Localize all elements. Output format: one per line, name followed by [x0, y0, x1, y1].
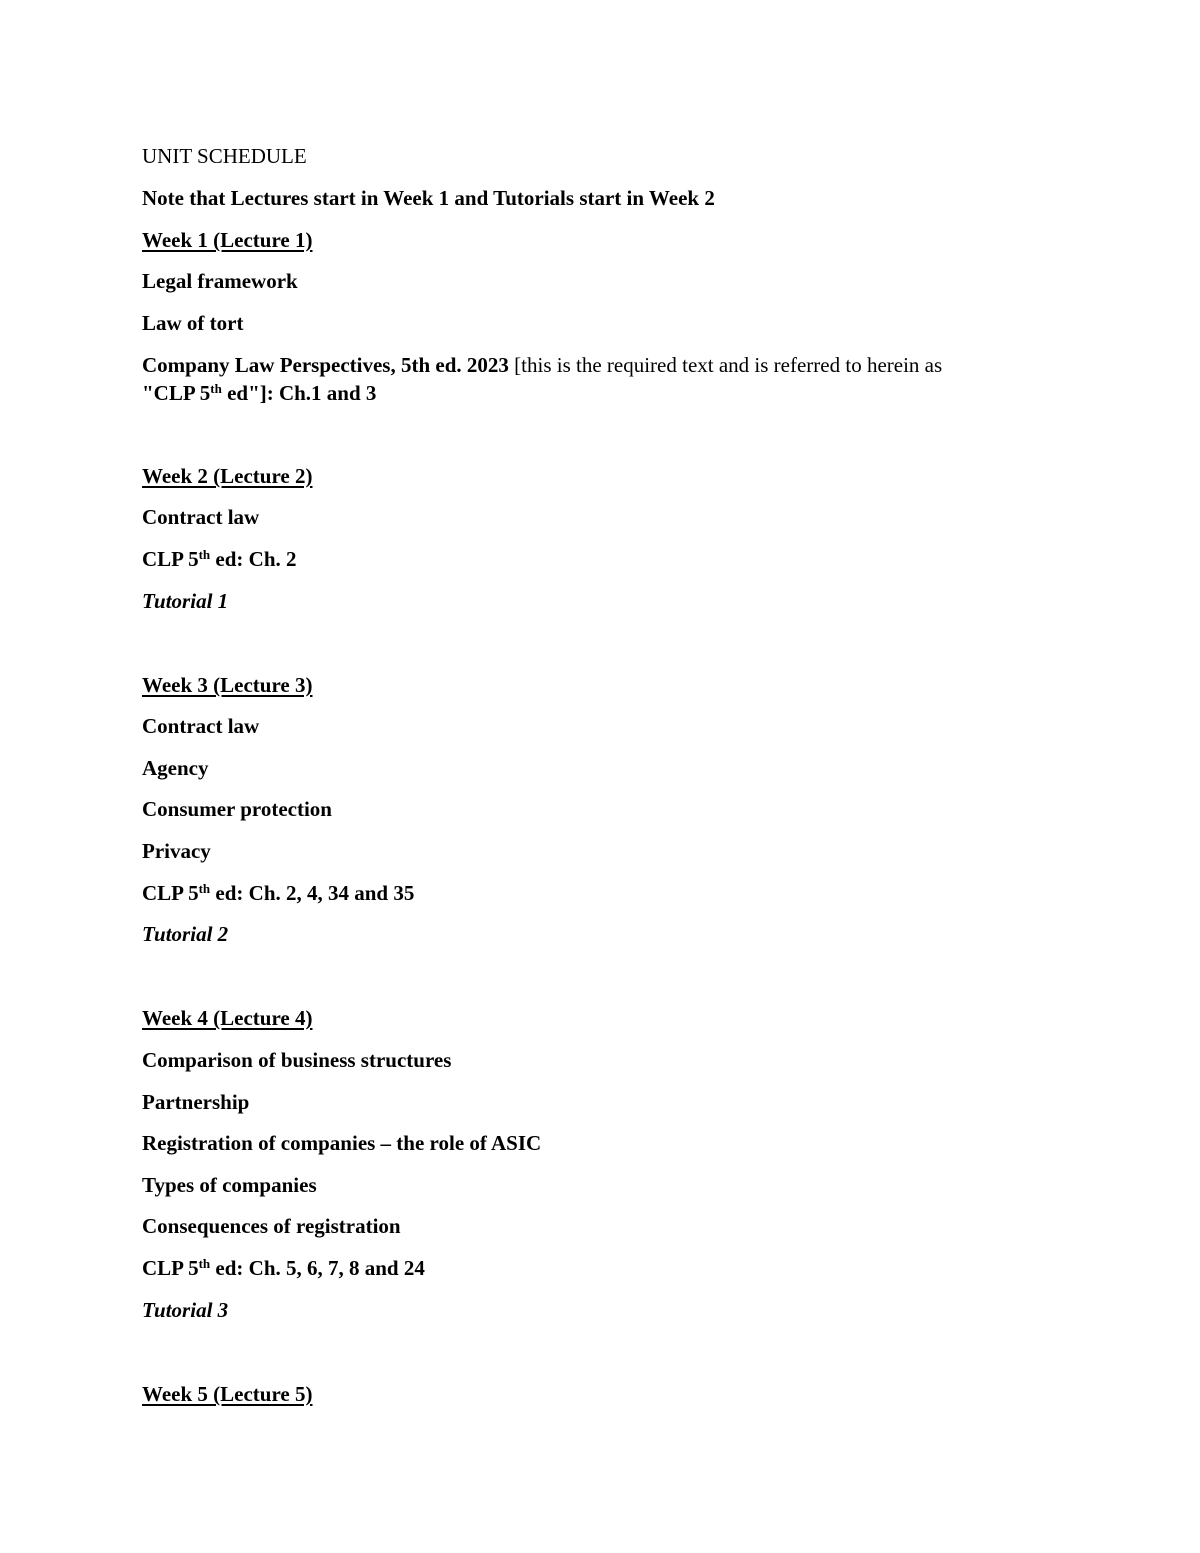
- week-3-topic: Consumer protection: [142, 797, 332, 821]
- week-3-topic: Agency: [142, 756, 209, 780]
- week-3-tutorial: Tutorial 2: [142, 922, 229, 946]
- required-text-note: [this is the required text and is referred to herein as: [508, 353, 943, 377]
- schedule-note: Note that Lectures start in Week 1 and Tutorials start in Week 2: [142, 186, 715, 210]
- week-4-topic: Registration of companies – the role of ASIC: [142, 1131, 542, 1155]
- week-1-topic: Law of tort: [142, 311, 244, 335]
- week-4-topic: Consequences of registration: [142, 1214, 401, 1238]
- week-2-heading: Week 2 (Lecture 2): [142, 464, 313, 488]
- required-text-title: Company Law Perspectives, 5th ed. 2023: [142, 353, 509, 377]
- week-2-tutorial: Tutorial 1: [142, 589, 229, 613]
- week-1-reading-line: [142, 353, 942, 377]
- week-3-heading: Week 3 (Lecture 3): [142, 673, 313, 697]
- week-2-reading: CLP 5th ed: Ch. 2: [142, 547, 297, 571]
- week-3-reading: CLP 5th ed: Ch. 2, 4, 34 and 35: [142, 881, 415, 905]
- week-4-heading: Week 4 (Lecture 4): [142, 1006, 313, 1030]
- week-1-reading-line-2: "CLP 5th ed"]: Ch.1 and 3: [142, 381, 377, 405]
- week-1-heading: Week 1 (Lecture 1): [142, 228, 313, 252]
- week-5-heading: Week 5 (Lecture 5): [142, 1382, 313, 1406]
- week-1-topic: Legal framework: [142, 269, 298, 293]
- week-4-topic: Comparison of business structures: [142, 1048, 452, 1072]
- page-title: UNIT SCHEDULE: [142, 144, 307, 168]
- week-3-topic: Privacy: [142, 839, 211, 863]
- week-3-topic: Contract law: [142, 714, 260, 738]
- week-4-reading: CLP 5th ed: Ch. 5, 6, 7, 8 and 24: [142, 1256, 425, 1280]
- week-4-topic: Types of companies: [142, 1173, 317, 1197]
- week-2-topic: Contract law: [142, 505, 260, 529]
- week-4-topic: Partnership: [142, 1090, 250, 1114]
- week-4-tutorial: Tutorial 3: [142, 1298, 229, 1322]
